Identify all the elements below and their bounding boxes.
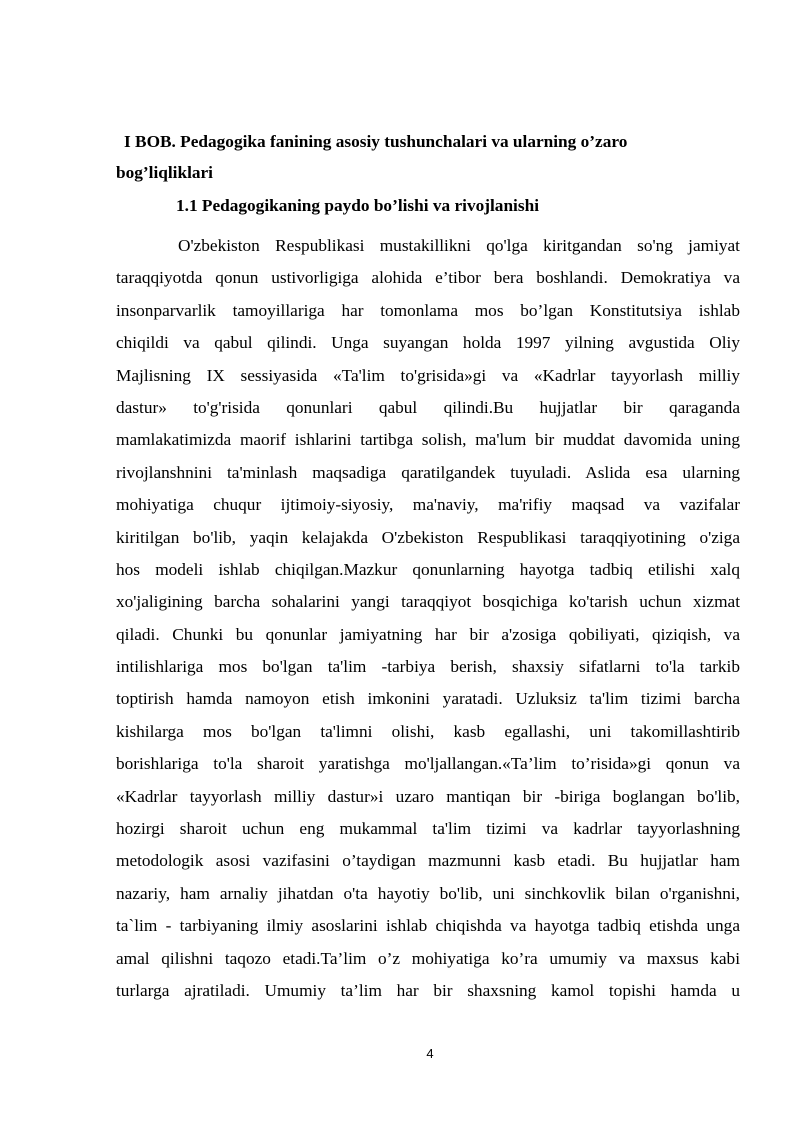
paragraph-line: qiladi. Chunki bu qonunlar jamiyatning har bir a'zosiga qobiliyati, qiziqish, va [116, 624, 740, 644]
paragraph-line: rivojlanshnini ta'minlash maqsadiga qaratilgandek tuyuladi. Aslida esa ularning [116, 462, 740, 482]
paragraph-line: dastur» to'g'risida qonunlari qabul qilindi.Bu hujjatlar bir qaraganda [116, 397, 740, 417]
section-title: 1.1 Pedagogikaning paydo bo’lishi va rivojlanishi [176, 196, 539, 215]
paragraph-line: metodologik asosi vazifasini o’taydigan mazmunni kasb etadi. Bu hujjatlar ham [116, 851, 740, 871]
chapter-title-line-2: bog’liqliklari [116, 163, 213, 182]
paragraph-line: intilishlariga mos bo'lgan ta'lim -tarbiya berish, shaxsiy sifatlarni to'la tarkib [116, 657, 740, 677]
paragraph-line: mamlakatimizda maorif ishlarini tartibga solish, ma'lum bir muddat davomida uning [116, 430, 740, 450]
paragraph-line: borishlariga to'la sharoit yaratishga mo'ljallangan.«Ta’lim to’risida»gi qonun va [116, 754, 740, 774]
paragraph-line: taraqqiyotda qonun ustivorligiga alohida e’tibor bera boshlandi. Demokratiya va [116, 268, 740, 288]
paragraph-line: hos modeli ishlab chiqilgan.Mazkur qonunlarning hayotga tadbiq etilishi xalq [116, 559, 740, 579]
paragraph-line: nazariy, ham arnaliy jihatdan o'ta hayotiy bo'lib, uni sinchkovlik bilan o'rganishni, [116, 883, 740, 903]
paragraph-line: ta`lim - tarbiyaning ilmiy asoslarini ishlab chiqishda va hayotga tadbiq etishda unga [116, 916, 740, 936]
body-paragraph [116, 230, 740, 1007]
paragraph-line: hozirgi sharoit uchun eng mukammal ta'lim tizimi va kadrlar tayyorlashning [116, 819, 740, 839]
paragraph-line: kishilarga mos bo'lgan ta'limni olishi, kasb egallashi, uni takomillashtirib [116, 721, 740, 741]
chapter-title [116, 126, 736, 188]
paragraph-line: turlarga ajratiladi. Umumiy ta’lim har bir shaxsning kamol topishi hamda u [116, 980, 740, 1000]
page-number: 4 [426, 1046, 434, 1061]
paragraph-line: Majlisning IX sessiyasida «Ta'lim to'grisida»gi va «Kadrlar tayyorlash milliy [116, 365, 740, 385]
paragraph-line: toptirish hamda namoyon etish imkonini yaratadi. Uzluksiz ta'lim tizimi barcha [116, 689, 740, 709]
paragraph-line: amal qilishni taqozo etadi.Ta’lim o’z mohiyatiga ko’ra umumiy va maxsus kabi [116, 948, 740, 968]
paragraph-line: insonparvarlik tamoyillariga har tomonlama mos bo’lgan Konstitutsiya ishlab [116, 300, 740, 320]
paragraph-line: chiqildi va qabul qilindi. Unga suyangan holda 1997 yilning avgustida Oliy [116, 333, 740, 353]
paragraph-line: «Kadrlar tayyorlash milliy dastur»i uzaro mantiqan bir -biriga boglangan bo'lib, [116, 786, 740, 806]
chapter-title-line-1: I BOB. Pedagogika fanining asosiy tushunchalari va ularning o’zaro [124, 132, 628, 151]
paragraph-line: kiritilgan bo'lib, yaqin kelajakda O'zbekiston Respublikasi taraqqiyotining o'ziga [116, 527, 740, 547]
paragraph-line: O'zbekiston Respublikasi mustakillikni qo'lga kiritgandan so'ng jamiyat [178, 236, 740, 255]
paragraph-line: mohiyatiga chuqur ijtimoiy-siyosiy, ma'naviy, ma'rifiy maqsad va vazifalar [116, 495, 740, 515]
paragraph-line: xo'jaligining barcha sohalarini yangi taraqqiyot bosqichiga ko'tarish uchun xizmat [116, 592, 740, 612]
